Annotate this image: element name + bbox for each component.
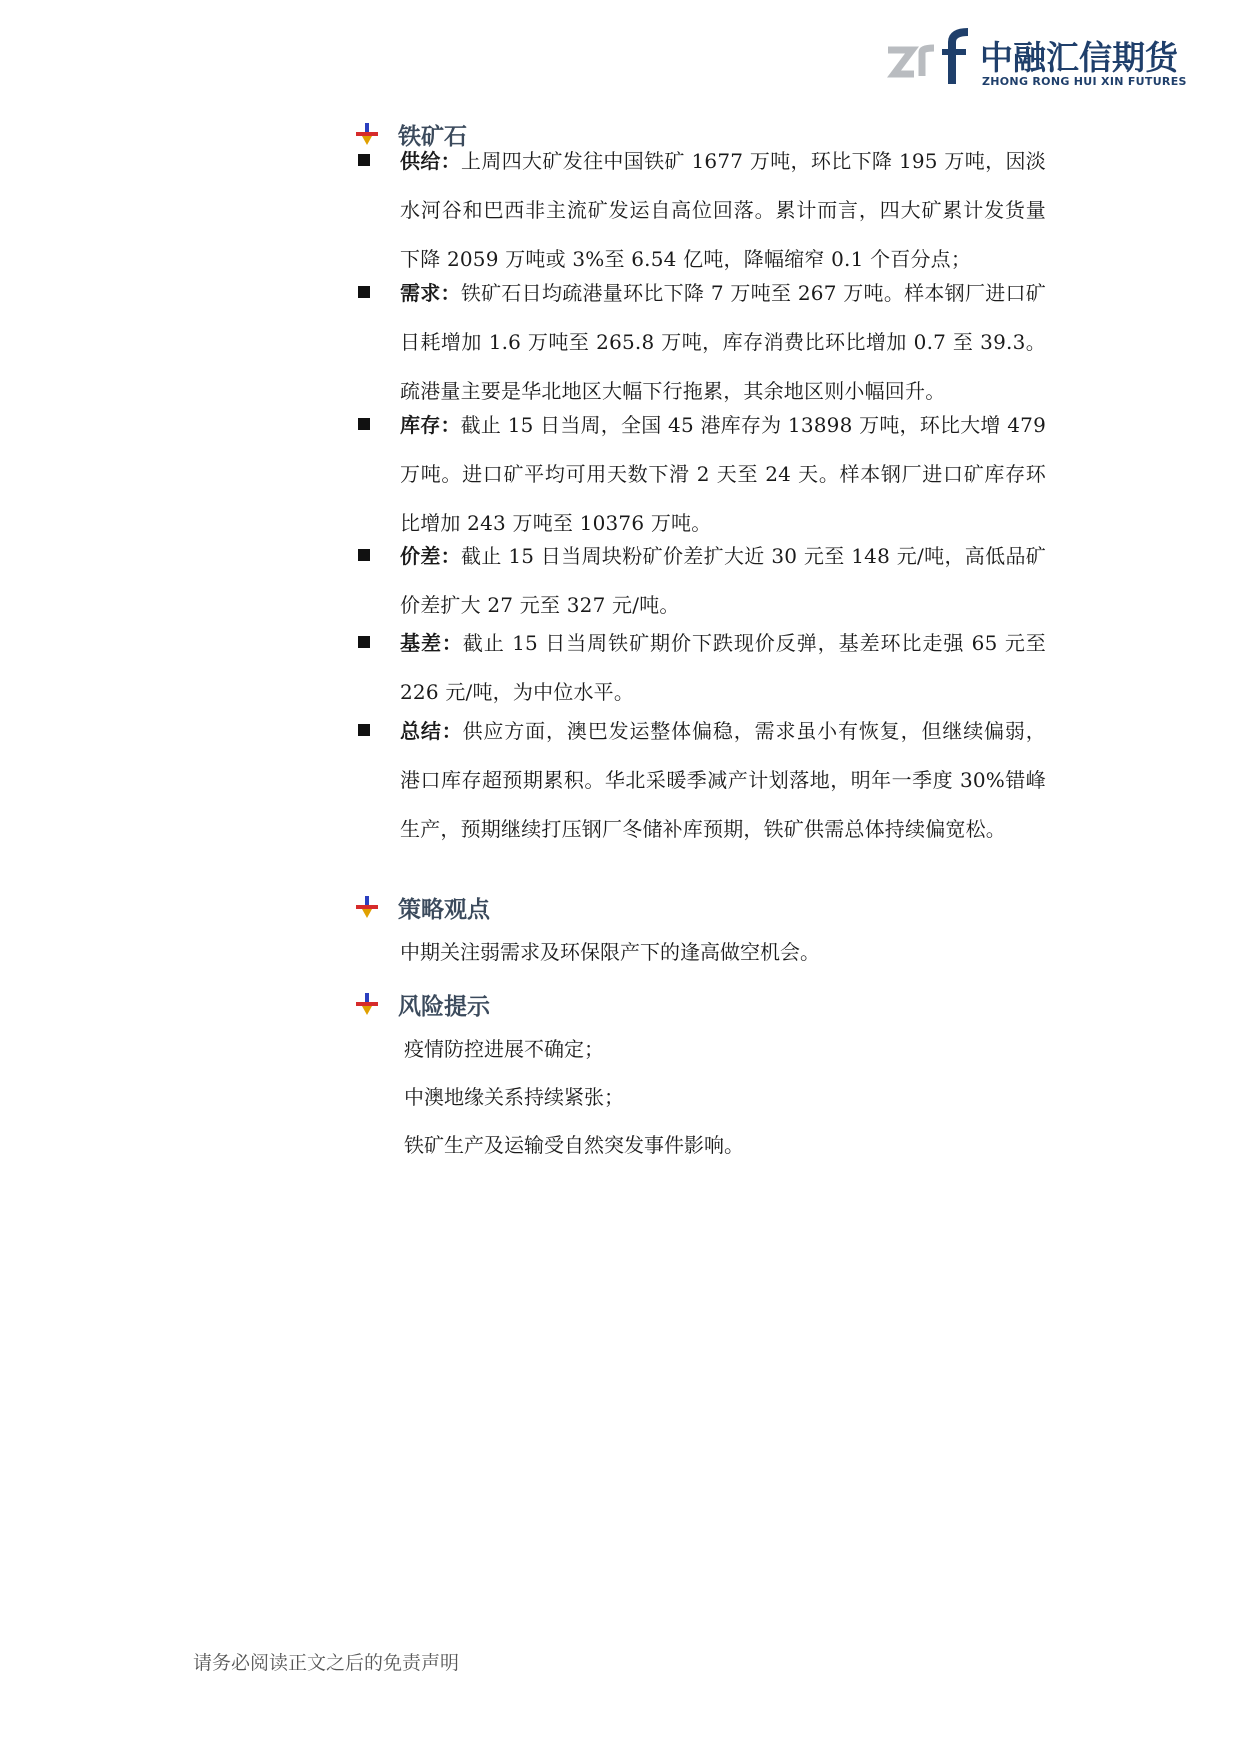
logo-company-name: 中融汇信期货 [980, 38, 1178, 77]
bullet-square-icon [358, 286, 370, 298]
risk-item: 铁矿生产及运输受自然突发事件影响。 [404, 1133, 744, 1157]
section-title: 铁矿石 [398, 123, 467, 150]
bullet-text: 铁矿石日均疏港量环比下降 7 万吨至 267 万吨。样本钢厂进口矿日耗增加 1.6 万吨至 265.8 万吨，库存消费比环比增加 0.7 至 39.3。疏港量主要是华北地区大幅下行拖累，其余地区则小幅回升。 [400, 281, 1046, 403]
bullet-square-icon [358, 418, 370, 430]
strategy-paragraph: 中期关注弱需求及环保限产下的逢高做空机会。 [400, 940, 820, 964]
risk-item: 疫情防控进展不确定； [404, 1037, 604, 1061]
bullet-text: 截止 15 日当周，全国 45 港库存为 13898 万吨，环比大增 479 万吨。进口矿平均可用天数下滑 2 天至 24 天。样本钢厂进口矿库存环比增加 243 万吨至 10376 万吨。 [400, 413, 1047, 535]
risk-item: 中澳地缘关系持续紧张； [404, 1085, 624, 1109]
bullet-label: 价差： [400, 544, 462, 568]
bullet-item-supply [356, 137, 1046, 284]
section-marker-icon [356, 896, 378, 918]
bullet-label: 库存： [400, 413, 461, 437]
bullet-square-icon [358, 154, 370, 166]
bullet-label: 需求： [400, 281, 461, 305]
bullet-text: 截止 15 日当周块粉矿价差扩大近 30 元至 148 元/吨，高低品矿价差扩大 27 元至 327 元/吨。 [400, 544, 1046, 617]
section-marker-icon [356, 993, 378, 1015]
bullet-square-icon [358, 724, 370, 736]
company-logo [882, 28, 1187, 92]
bullet-text: 截止 15 日当周铁矿期价下跌现价反弹，基差环比走强 65 元至 226 元/吨，为中位水平。 [400, 631, 1046, 704]
bullet-item-spread [356, 532, 1046, 630]
bullet-square-icon [358, 636, 370, 648]
bullet-item-summary [356, 707, 1046, 854]
section-title: 策略观点 [398, 896, 490, 923]
bullet-item-demand [356, 269, 1046, 416]
bullet-label: 总结： [400, 719, 463, 743]
bullet-label: 供给： [400, 149, 462, 173]
section-heading-strategy [356, 890, 490, 924]
bullet-text: 供应方面，澳巴发运整体偏稳，需求虽小有恢复，但继续偏弱，港口库存超预期累积。华北采暖季减产计划落地，明年一季度 30%错峰生产，预期继续打压钢厂冬储补库预期，铁矿供需总体持续偏宽松。 [400, 719, 1046, 841]
bullet-item-inventory [356, 401, 1046, 548]
section-title: 风险提示 [398, 993, 490, 1020]
footer-disclaimer: 请务必阅读正文之后的免责声明 [193, 1652, 460, 1674]
bullet-item-basis [356, 619, 1046, 717]
logo-company-subtitle: ZHONG RONG HUI XIN FUTURES [982, 75, 1187, 88]
bullet-square-icon [358, 549, 370, 561]
zrf-logo-mark-icon [882, 28, 978, 92]
bullet-label: 基差： [400, 631, 463, 655]
bullet-text: 上周四大矿发往中国铁矿 1677 万吨，环比下降 195 万吨，因淡水河谷和巴西非主流矿发运自高位回落。累计而言，四大矿累计发货量下降 2059 万吨或 3%至 6.54 亿吨，降幅缩窄 0.1 个百分点； [400, 149, 1046, 271]
section-heading-risk [356, 987, 490, 1021]
